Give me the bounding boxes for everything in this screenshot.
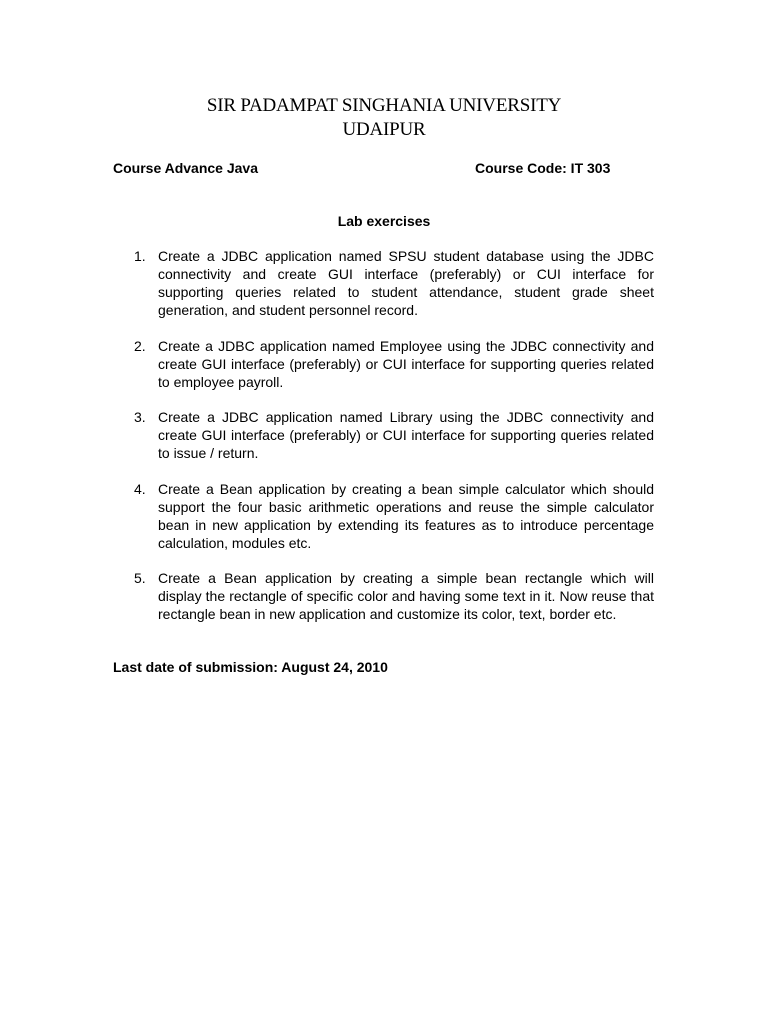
course-name: Course Advance Java xyxy=(113,160,258,176)
university-title: SIR PADAMPAT SINGHANIA UNIVERSITY xyxy=(206,95,562,116)
exercise-text: Create a Bean application by creating a simple bean rectangle which will display the rectangle of specific color and having some text in it. Now reuse that rectangle bean in new application and customize its color, text, border etc. xyxy=(158,570,654,622)
exercise-text: Create a Bean application by creating a bean simple calculator which should support the four basic arithmetic operations and reuse the simple calculator bean in new application by extending its features as to introduce percentage calculation, modules etc. xyxy=(158,481,654,551)
exercise-text: Create a JDBC application named SPSU student database using the JDBC connectivity and create GUI interface (preferably) or CUI interface for supporting queries related to student attendance, student grade sheet generation, and student personnel record. xyxy=(158,248,654,318)
course-info-row xyxy=(113,158,643,178)
submission-deadline: Last date of submission: August 24, 2010 xyxy=(113,659,388,675)
exercise-number: 1. xyxy=(134,248,146,264)
exercise-text: Create a JDBC application named Employee using the JDBC connectivity and create GUI interface (preferably) or CUI interface for supporting queries related to employee payroll. xyxy=(158,338,654,390)
lab-exercises-heading: Lab exercises xyxy=(337,213,431,229)
city-title: UDAIPUR xyxy=(342,119,426,140)
exercise-number: 3. xyxy=(134,409,146,425)
course-code: Course Code: IT 303 xyxy=(475,160,611,176)
exercise-number: 2. xyxy=(134,338,146,354)
exercise-item xyxy=(130,480,660,552)
exercise-item xyxy=(130,569,660,623)
exercise-item xyxy=(130,408,660,462)
exercise-number: 4. xyxy=(134,481,146,497)
exercise-text: Create a JDBC application named Library using the JDBC connectivity and create GUI interface (preferably) or CUI interface for supporting queries related to issue / return. xyxy=(158,409,654,461)
exercise-item xyxy=(130,337,660,391)
exercise-number: 5. xyxy=(134,570,146,586)
exercise-item xyxy=(130,247,660,319)
